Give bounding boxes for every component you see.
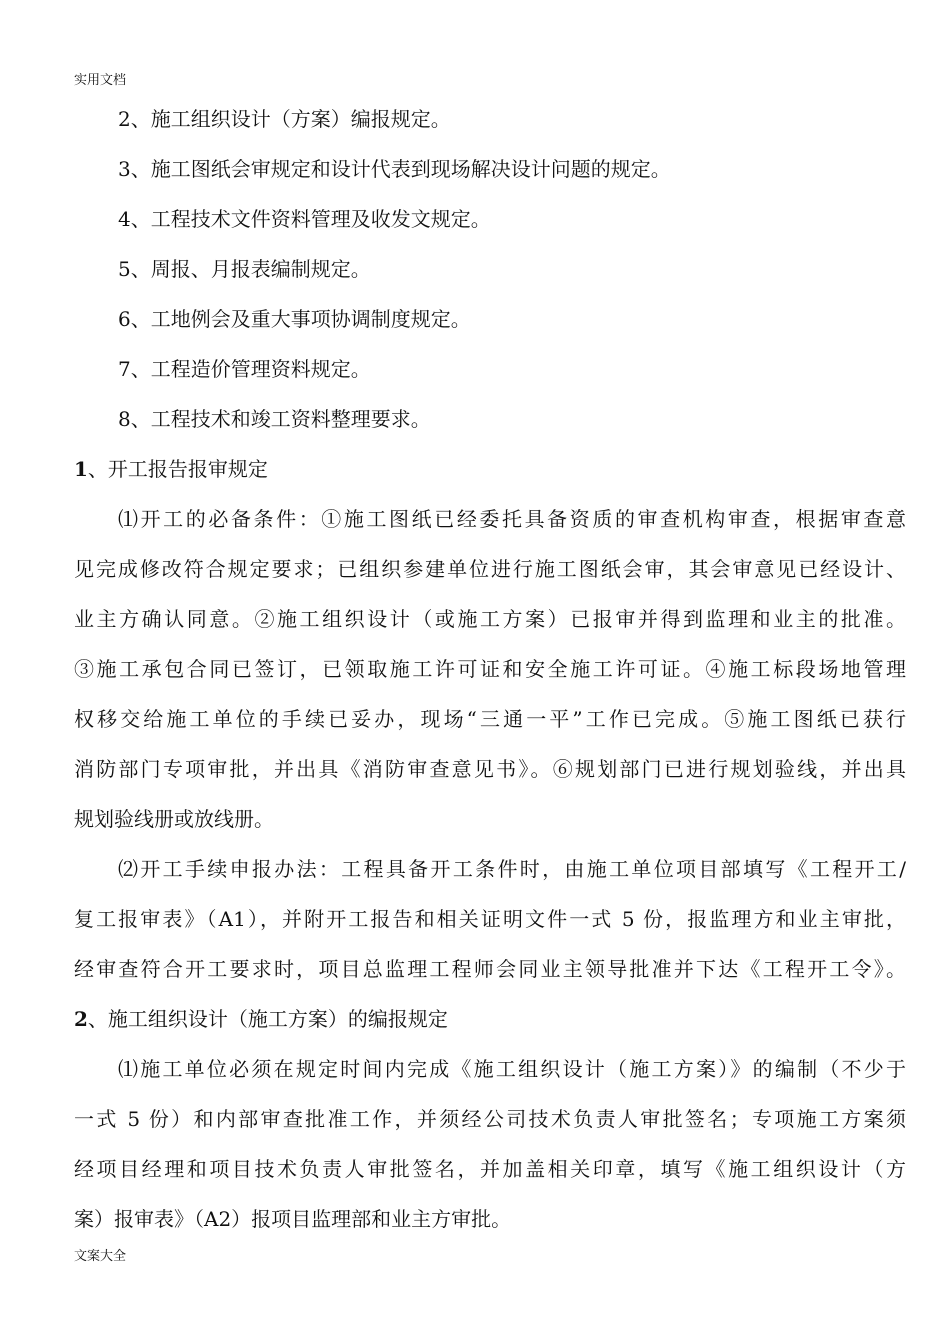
document-body	[74, 94, 906, 1244]
list-item: 5、周报、月报表编制规定。	[118, 257, 371, 281]
list-item: 6、工地例会及重大事项协调制度规定。	[118, 307, 471, 331]
paragraph-line: 经项目经理和项目技术负责人审批签名，并加盖相关印章，填写《施工组织设计（方	[74, 1157, 906, 1181]
list-item: 8、工程技术和竣工资料整理要求。	[118, 407, 431, 431]
paragraph-line: 经审查符合开工要求时，项目总监理工程师会同业主领导批准并下达《工程开工令》。	[74, 957, 906, 981]
paragraph-line: 案）报审表》（A2）报项目监理部和业主方审批。	[74, 1207, 512, 1231]
section-heading-1	[74, 444, 906, 494]
paragraph-line: 一式 5 份）和内部审查批准工作，并须经公司技术负责人审批签名；专项施工方案须	[74, 1107, 906, 1131]
paragraph-line: 规划验线册或放线册。	[74, 807, 274, 831]
list-item: 7、工程造价管理资料规定。	[118, 357, 371, 381]
section-heading-number: 2	[74, 1007, 88, 1031]
paragraph-line: 消防部门专项审批，并出具《消防审查意见书》。⑥规划部门已进行规划验线，并出具	[74, 757, 906, 781]
page-header: 实用文档	[74, 73, 127, 88]
section2-paragraph-1	[74, 1044, 906, 1244]
paragraph-line: ⑴开工的必备条件：①施工图纸已经委托具备资质的审查机构审查，根据审查意	[118, 507, 906, 531]
list-item: 4、工程技术文件资料管理及收发文规定。	[118, 207, 491, 231]
list-item: 3、施工图纸会审规定和设计代表到现场解决设计问题的规定。	[118, 157, 671, 181]
paragraph-line: 权移交给施工单位的手续已妥办，现场“三通一平”工作已完成。⑤施工图纸已获行	[74, 707, 906, 731]
paragraph-line: ⑵开工手续申报办法：工程具备开工条件时，由施工单位项目部填写《工程开工/	[118, 857, 906, 881]
section-heading-2	[74, 994, 906, 1044]
section-heading-number: 1	[74, 457, 88, 481]
paragraph-line: 复工报审表》（A1），并附开工报告和相关证明文件一式 5 份，报监理方和业主审批，	[74, 907, 906, 931]
paragraph-line: 业主方确认同意。②施工组织设计（或施工方案）已报审并得到监理和业主的批准。	[74, 607, 906, 631]
section1-paragraph-2	[74, 844, 906, 994]
section-heading-title: 、施工组织设计（施工方案）的编报规定	[87, 1007, 448, 1031]
section1-paragraph-1	[74, 494, 906, 844]
paragraph-line: ③施工承包合同已签订，已领取施工许可证和安全施工许可证。④施工标段场地管理	[74, 657, 906, 681]
regulation-list	[74, 94, 906, 444]
list-item: 2、施工组织设计（方案）编报规定。	[118, 107, 451, 131]
paragraph-line: ⑴施工单位必须在规定时间内完成《施工组织设计（施工方案）》的编制（不少于	[118, 1057, 906, 1081]
section-heading-title: 、开工报告报审规定	[87, 457, 268, 481]
paragraph-line: 见完成修改符合规定要求；已组织参建单位进行施工图纸会审，其会审意见已经设计、	[74, 557, 906, 581]
page-footer: 文案大全	[74, 1249, 127, 1264]
